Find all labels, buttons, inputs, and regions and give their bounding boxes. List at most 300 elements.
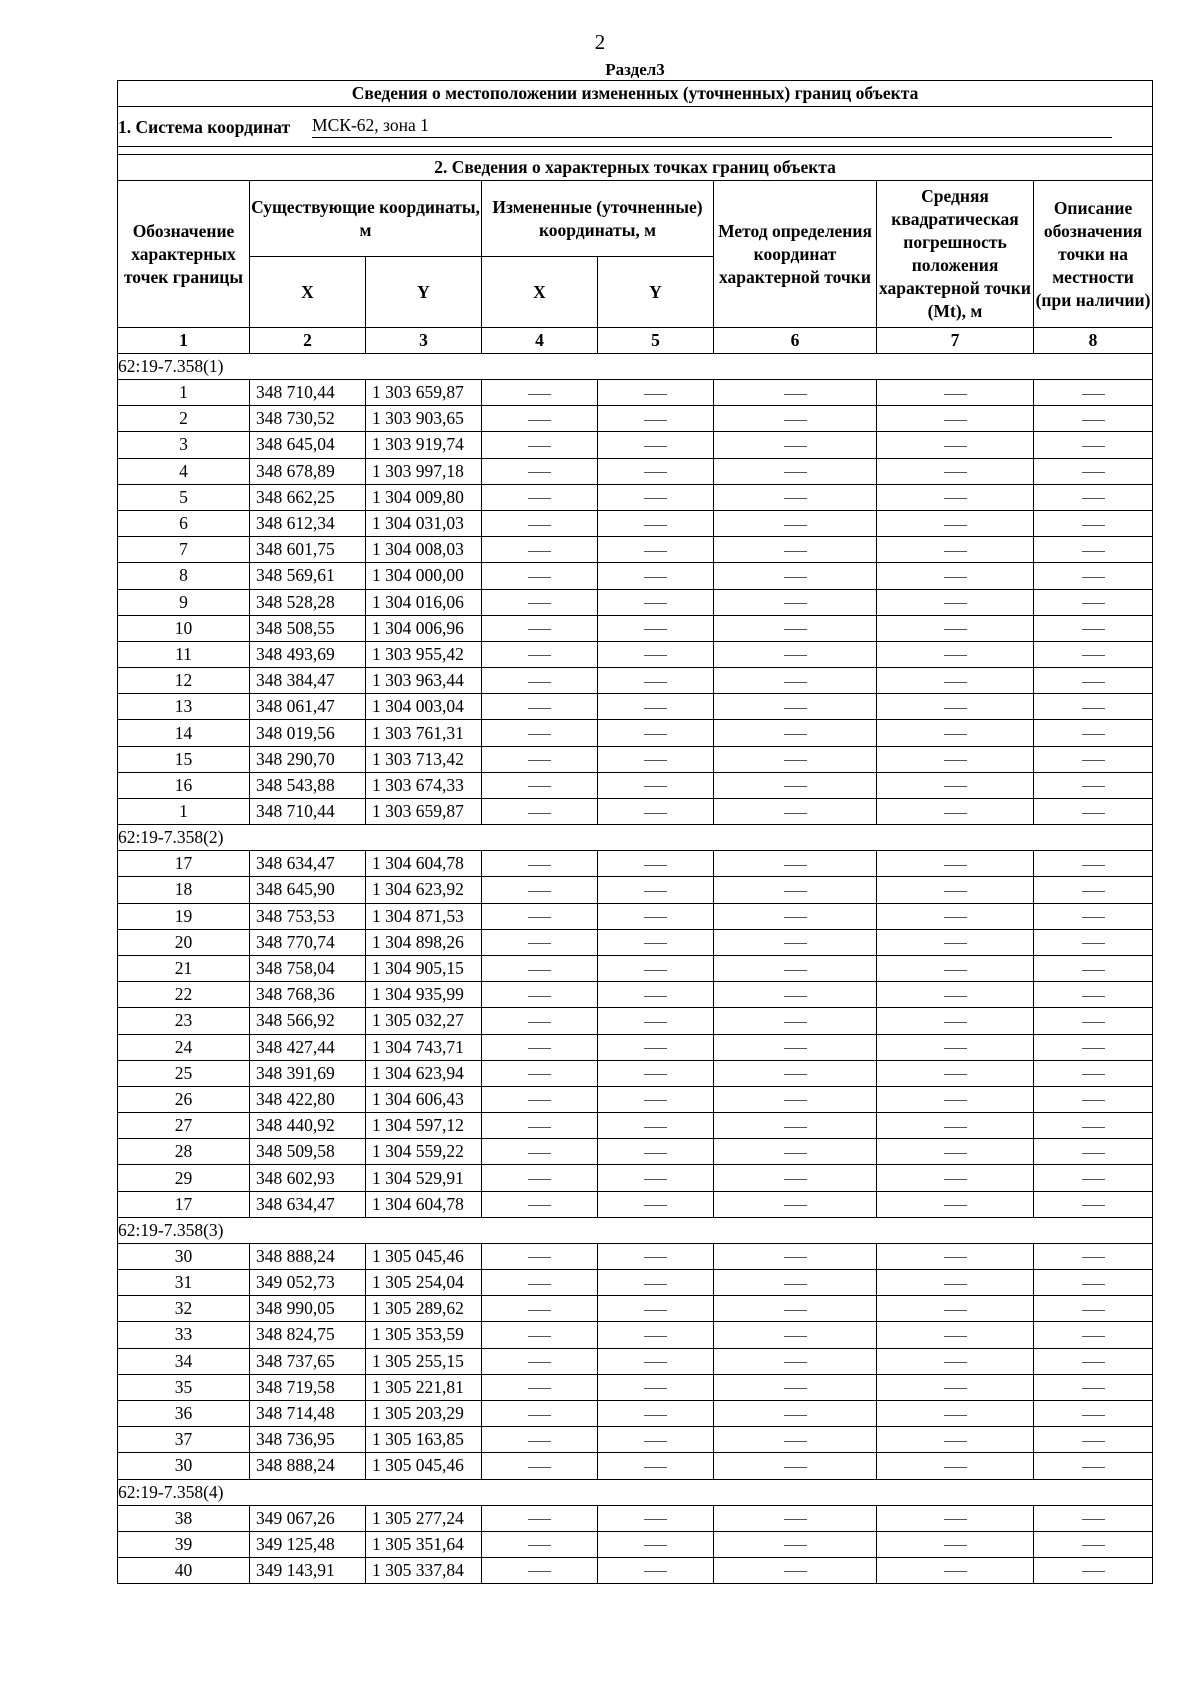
dash-icon: [1082, 760, 1105, 761]
point-number: 20: [118, 929, 250, 955]
existing-x: 348 427,44: [250, 1034, 366, 1060]
dash-icon: [784, 1519, 807, 1520]
changed-x-cell: [482, 877, 598, 903]
existing-y: 1 305 203,29: [366, 1400, 482, 1426]
dash-icon: [944, 1153, 967, 1154]
dash-icon: [944, 1179, 967, 1180]
dash-icon: [1082, 1415, 1105, 1416]
dash-icon: [944, 1362, 967, 1363]
error-cell: [877, 380, 1034, 406]
dash-icon: [944, 1571, 967, 1572]
existing-y: 1 304 006,96: [366, 615, 482, 641]
dash-icon: [1082, 1257, 1105, 1258]
dash-icon: [528, 603, 551, 604]
description-cell: [1034, 484, 1153, 510]
changed-x-cell: [482, 458, 598, 484]
dash-icon: [944, 996, 967, 997]
method-cell: [714, 510, 877, 536]
point-number: 10: [118, 615, 250, 641]
dash-icon: [644, 1205, 667, 1206]
dash-icon: [1082, 1022, 1105, 1023]
changed-y-cell: [598, 1557, 714, 1583]
dash-icon: [528, 1257, 551, 1258]
error-cell: [877, 1113, 1034, 1139]
dash-icon: [944, 1127, 967, 1128]
group-row: [118, 1217, 1153, 1243]
description-cell: [1034, 1557, 1153, 1583]
dash-icon: [1082, 1127, 1105, 1128]
dash-icon: [528, 1022, 551, 1023]
dash-icon: [644, 1074, 667, 1075]
changed-y-cell: [598, 1400, 714, 1426]
method-cell: [714, 589, 877, 615]
method-cell: [714, 799, 877, 825]
method-cell: [714, 746, 877, 772]
method-cell: [714, 1427, 877, 1453]
point-number: 36: [118, 1400, 250, 1426]
method-cell: [714, 1400, 877, 1426]
dash-icon: [644, 1153, 667, 1154]
changed-x-cell: [482, 563, 598, 589]
changed-y-cell: [598, 982, 714, 1008]
dash-icon: [784, 917, 807, 918]
dash-icon: [944, 446, 967, 447]
existing-y: 1 303 761,31: [366, 720, 482, 746]
existing-x: 348 634,47: [250, 1191, 366, 1217]
error-cell: [877, 615, 1034, 641]
dash-icon: [784, 1074, 807, 1075]
table-row: [118, 1243, 1153, 1269]
changed-x-cell: [482, 668, 598, 694]
table-row: [118, 1060, 1153, 1086]
changed-x-cell: [482, 851, 598, 877]
method-cell: [714, 1270, 877, 1296]
method-cell: [714, 982, 877, 1008]
description-cell: [1034, 772, 1153, 798]
column-number: 8: [1034, 328, 1153, 354]
table-row: [118, 510, 1153, 536]
changed-y-cell: [598, 1348, 714, 1374]
dash-icon: [944, 1284, 967, 1285]
description-cell: [1034, 1243, 1153, 1269]
dash-icon: [944, 1257, 967, 1258]
changed-y-cell: [598, 615, 714, 641]
existing-y: 1 303 903,65: [366, 406, 482, 432]
existing-x: 348 662,25: [250, 484, 366, 510]
changed-y-cell: [598, 1086, 714, 1112]
header-changed-coords: Измененные (уточненные) координаты, м: [482, 181, 714, 257]
dash-icon: [644, 1048, 667, 1049]
dash-icon: [784, 708, 807, 709]
dash-icon: [944, 1205, 967, 1206]
dash-icon: [528, 1362, 551, 1363]
dash-icon: [1082, 394, 1105, 395]
dash-icon: [1082, 525, 1105, 526]
dash-icon: [528, 865, 551, 866]
changed-y-cell: [598, 432, 714, 458]
dash-icon: [644, 472, 667, 473]
error-cell: [877, 1060, 1034, 1086]
point-number: 38: [118, 1505, 250, 1531]
existing-y: 1 304 606,43: [366, 1086, 482, 1112]
dash-icon: [784, 1336, 807, 1337]
dash-icon: [944, 525, 967, 526]
changed-x-cell: [482, 537, 598, 563]
existing-x: 348 440,92: [250, 1113, 366, 1139]
changed-x-cell: [482, 1348, 598, 1374]
dash-icon: [944, 1310, 967, 1311]
method-cell: [714, 720, 877, 746]
changed-x-cell: [482, 1296, 598, 1322]
changed-x-cell: [482, 1243, 598, 1269]
method-cell: [714, 1165, 877, 1191]
existing-y: 1 305 353,59: [366, 1322, 482, 1348]
dash-icon: [644, 1100, 667, 1101]
dash-icon: [1082, 1074, 1105, 1075]
dash-icon: [1082, 1388, 1105, 1389]
dash-icon: [784, 1257, 807, 1258]
description-cell: [1034, 1374, 1153, 1400]
changed-y-cell: [598, 510, 714, 536]
changed-x-cell: [482, 615, 598, 641]
existing-y: 1 305 337,84: [366, 1557, 482, 1583]
dash-icon: [1082, 1441, 1105, 1442]
dash-icon: [944, 970, 967, 971]
changed-x-cell: [482, 1139, 598, 1165]
error-cell: [877, 851, 1034, 877]
dash-icon: [1082, 708, 1105, 709]
existing-y: 1 305 045,46: [366, 1453, 482, 1479]
changed-x-cell: [482, 1400, 598, 1426]
point-number: 31: [118, 1270, 250, 1296]
column-number: 1: [118, 328, 250, 354]
point-number: 29: [118, 1165, 250, 1191]
dash-icon: [1082, 1310, 1105, 1311]
existing-x: 348 493,69: [250, 641, 366, 667]
spacer: [118, 147, 1153, 155]
error-cell: [877, 1296, 1034, 1322]
error-cell: [877, 982, 1034, 1008]
point-number: 11: [118, 641, 250, 667]
column-number: 7: [877, 328, 1034, 354]
error-cell: [877, 458, 1034, 484]
method-cell: [714, 1008, 877, 1034]
dash-icon: [784, 970, 807, 971]
dash-icon: [784, 498, 807, 499]
dash-icon: [528, 472, 551, 473]
dash-icon: [1082, 891, 1105, 892]
error-cell: [877, 1557, 1034, 1583]
dash-icon: [528, 996, 551, 997]
dash-icon: [1082, 734, 1105, 735]
description-cell: [1034, 1191, 1153, 1217]
changed-x-cell: [482, 1374, 598, 1400]
dash-icon: [784, 472, 807, 473]
existing-x: 348 528,28: [250, 589, 366, 615]
dash-icon: [1082, 1571, 1105, 1572]
changed-x-cell: [482, 1060, 598, 1086]
description-cell: [1034, 1505, 1153, 1531]
existing-y: 1 305 255,15: [366, 1348, 482, 1374]
dash-icon: [944, 917, 967, 918]
table-row: [118, 720, 1153, 746]
existing-x: 348 710,44: [250, 380, 366, 406]
existing-y: 1 304 000,00: [366, 563, 482, 589]
method-cell: [714, 537, 877, 563]
description-cell: [1034, 1113, 1153, 1139]
dash-icon: [784, 1415, 807, 1416]
dash-icon: [644, 708, 667, 709]
existing-x: 348 634,47: [250, 851, 366, 877]
existing-y: 1 304 559,22: [366, 1139, 482, 1165]
error-cell: [877, 484, 1034, 510]
point-number: 19: [118, 903, 250, 929]
dash-icon: [1082, 498, 1105, 499]
changed-y-cell: [598, 1165, 714, 1191]
existing-y: 1 304 935,99: [366, 982, 482, 1008]
dash-icon: [528, 1519, 551, 1520]
table-row: [118, 1008, 1153, 1034]
dash-icon: [1082, 786, 1105, 787]
dash-icon: [784, 1467, 807, 1468]
existing-x: 348 508,55: [250, 615, 366, 641]
changed-x-cell: [482, 1165, 598, 1191]
changed-x-cell: [482, 746, 598, 772]
dash-icon: [644, 682, 667, 683]
table-row: [118, 1400, 1153, 1426]
table-row: [118, 1374, 1153, 1400]
dash-icon: [644, 813, 667, 814]
dash-icon: [528, 786, 551, 787]
existing-x: 348 543,88: [250, 772, 366, 798]
table-row: [118, 537, 1153, 563]
dash-icon: [1082, 603, 1105, 604]
dash-icon: [528, 1284, 551, 1285]
description-cell: [1034, 537, 1153, 563]
changed-x-cell: [482, 1191, 598, 1217]
changed-x-cell: [482, 929, 598, 955]
dash-icon: [784, 786, 807, 787]
dash-icon: [644, 943, 667, 944]
table-row: [118, 955, 1153, 981]
dash-icon: [944, 1074, 967, 1075]
existing-y: 1 303 659,87: [366, 380, 482, 406]
header-existing-coords: Существующие координаты, м: [250, 181, 482, 257]
existing-y: 1 304 743,71: [366, 1034, 482, 1060]
changed-y-cell: [598, 851, 714, 877]
dash-icon: [644, 1571, 667, 1572]
error-cell: [877, 1086, 1034, 1112]
error-cell: [877, 1400, 1034, 1426]
dash-icon: [644, 1545, 667, 1546]
existing-x: 348 758,04: [250, 955, 366, 981]
section-title: Раздел3: [605, 60, 665, 79]
dash-icon: [1082, 420, 1105, 421]
changed-y-cell: [598, 537, 714, 563]
method-cell: [714, 1113, 877, 1139]
dash-icon: [528, 1545, 551, 1546]
dash-icon: [944, 1415, 967, 1416]
dash-icon: [644, 760, 667, 761]
error-cell: [877, 799, 1034, 825]
dash-icon: [644, 734, 667, 735]
table-row: [118, 1531, 1153, 1557]
existing-y: 1 304 871,53: [366, 903, 482, 929]
dash-icon: [944, 760, 967, 761]
dash-icon: [784, 891, 807, 892]
dash-icon: [1082, 1519, 1105, 1520]
dash-icon: [784, 629, 807, 630]
dash-icon: [784, 865, 807, 866]
existing-y: 1 304 003,04: [366, 694, 482, 720]
dash-icon: [644, 1388, 667, 1389]
error-cell: [877, 406, 1034, 432]
dash-icon: [644, 420, 667, 421]
description-cell: [1034, 563, 1153, 589]
changed-y-cell: [598, 772, 714, 798]
method-cell: [714, 955, 877, 981]
point-number: 6: [118, 510, 250, 536]
table-row: [118, 406, 1153, 432]
dash-icon: [784, 1388, 807, 1389]
error-cell: [877, 772, 1034, 798]
dash-icon: [528, 420, 551, 421]
error-cell: [877, 746, 1034, 772]
dash-icon: [1082, 629, 1105, 630]
existing-y: 1 303 997,18: [366, 458, 482, 484]
method-cell: [714, 668, 877, 694]
dash-icon: [644, 1415, 667, 1416]
page-number: 2: [594, 30, 606, 54]
dash-icon: [944, 682, 967, 683]
description-cell: [1034, 458, 1153, 484]
point-number: 35: [118, 1374, 250, 1400]
method-cell: [714, 1191, 877, 1217]
existing-x: 348 569,61: [250, 563, 366, 589]
dash-icon: [784, 1362, 807, 1363]
dash-icon: [528, 970, 551, 971]
dash-icon: [784, 603, 807, 604]
existing-x: 348 384,47: [250, 668, 366, 694]
dash-icon: [944, 655, 967, 656]
changed-y-cell: [598, 877, 714, 903]
dash-icon: [528, 1441, 551, 1442]
error-cell: [877, 1348, 1034, 1374]
point-number: 23: [118, 1008, 250, 1034]
dash-icon: [644, 525, 667, 526]
dash-icon: [784, 1022, 807, 1023]
description-cell: [1034, 641, 1153, 667]
changed-y-cell: [598, 484, 714, 510]
existing-y: 1 304 905,15: [366, 955, 482, 981]
method-cell: [714, 1453, 877, 1479]
changed-x-cell: [482, 432, 598, 458]
dash-icon: [528, 708, 551, 709]
existing-x: 348 601,75: [250, 537, 366, 563]
dash-icon: [944, 943, 967, 944]
error-cell: [877, 1008, 1034, 1034]
changed-y-cell: [598, 1243, 714, 1269]
table-row: [118, 1191, 1153, 1217]
existing-y: 1 303 963,44: [366, 668, 482, 694]
point-number: 26: [118, 1086, 250, 1112]
description-cell: [1034, 1008, 1153, 1034]
changed-y-cell: [598, 1139, 714, 1165]
dash-icon: [644, 577, 667, 578]
error-cell: [877, 1191, 1034, 1217]
error-cell: [877, 903, 1034, 929]
dash-icon: [784, 813, 807, 814]
point-number: 28: [118, 1139, 250, 1165]
dash-icon: [1082, 996, 1105, 997]
changed-x-cell: [482, 406, 598, 432]
dash-icon: [1082, 655, 1105, 656]
existing-y: 1 303 713,42: [366, 746, 482, 772]
table-row: [118, 432, 1153, 458]
error-cell: [877, 589, 1034, 615]
existing-x: 348 753,53: [250, 903, 366, 929]
changed-y-cell: [598, 929, 714, 955]
method-cell: [714, 772, 877, 798]
error-cell: [877, 1531, 1034, 1557]
error-cell: [877, 1374, 1034, 1400]
dash-icon: [784, 420, 807, 421]
error-cell: [877, 1034, 1034, 1060]
header-error: Средняя квадратическая погрешность положения характерной точки (Mt), м: [877, 181, 1034, 328]
group-row: [118, 825, 1153, 851]
existing-y: 1 305 277,24: [366, 1505, 482, 1531]
dash-icon: [1082, 682, 1105, 683]
dash-icon: [1082, 577, 1105, 578]
table-row: [118, 1322, 1153, 1348]
dash-icon: [644, 1362, 667, 1363]
group-label: 62:19-7.358(4): [118, 1479, 1153, 1505]
changed-y-cell: [598, 1191, 714, 1217]
dash-icon: [784, 525, 807, 526]
description-cell: [1034, 406, 1153, 432]
dash-icon: [944, 1467, 967, 1468]
table-row: [118, 929, 1153, 955]
dash-icon: [528, 1571, 551, 1572]
dash-icon: [528, 498, 551, 499]
dash-icon: [784, 734, 807, 735]
coord-system-label: 1. Система координат: [118, 117, 291, 137]
table-row: [118, 1270, 1153, 1296]
table-row: [118, 694, 1153, 720]
dash-icon: [644, 551, 667, 552]
column-number: 3: [366, 328, 482, 354]
dash-icon: [1082, 917, 1105, 918]
point-number: 14: [118, 720, 250, 746]
changed-x-cell: [482, 1531, 598, 1557]
method-cell: [714, 851, 877, 877]
changed-y-cell: [598, 746, 714, 772]
column-number: 6: [714, 328, 877, 354]
point-number: 17: [118, 1191, 250, 1217]
changed-y-cell: [598, 955, 714, 981]
dash-icon: [784, 996, 807, 997]
changed-y-cell: [598, 1113, 714, 1139]
point-number: 16: [118, 772, 250, 798]
method-cell: [714, 929, 877, 955]
dash-icon: [944, 1336, 967, 1337]
table-row: [118, 668, 1153, 694]
dash-icon: [528, 1153, 551, 1154]
changed-y-cell: [598, 799, 714, 825]
changed-y-cell: [598, 1427, 714, 1453]
existing-x: 348 645,90: [250, 877, 366, 903]
dash-icon: [528, 629, 551, 630]
